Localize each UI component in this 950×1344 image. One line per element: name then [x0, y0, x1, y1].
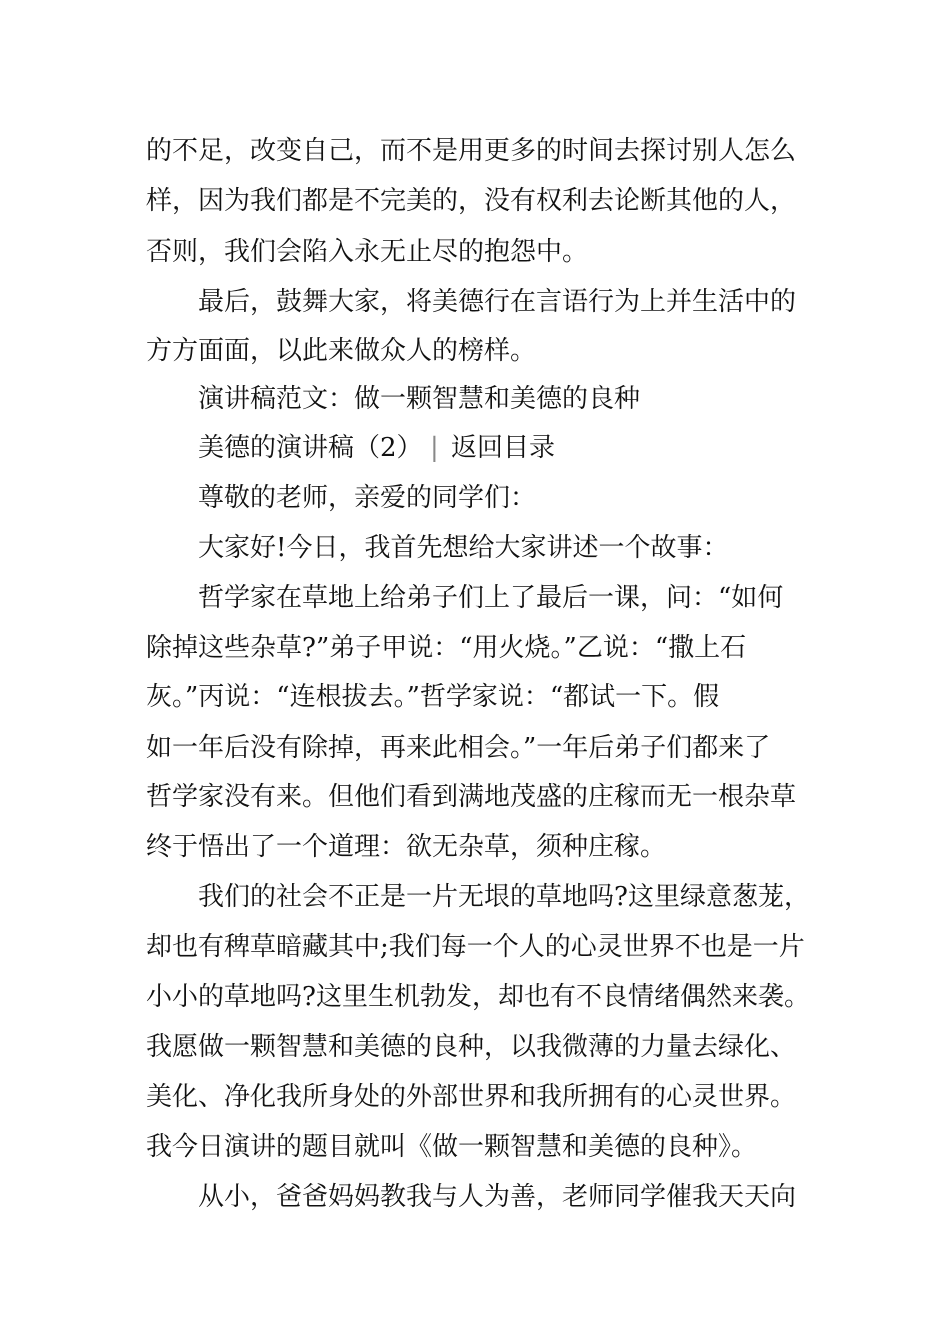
text-line: 我今日演讲的题目就叫《做一颗智慧和美德的良种》。	[146, 1132, 758, 1162]
text-line: 最后，鼓舞大家，将美德行在言语行为上并生活中的	[198, 287, 797, 317]
section-heading: 美德的演讲稿（2）	[198, 433, 423, 463]
text-line: 方方面面，以此来做众人的榜样。	[146, 336, 537, 366]
text-line: 灰。”丙说：“连根拔去。”哲学家说：“都试一下。假	[146, 682, 720, 712]
text-line: 我愿做一颗智慧和美德的良种，以我微薄的力量去绿化、	[146, 1032, 797, 1062]
text-line: 从小，爸爸妈妈教我与人为善，老师同学催我天天向	[198, 1182, 797, 1212]
text-line: 除掉这些杂草?”弟子甲说：“用火烧。”乙说：“撒上石	[146, 633, 747, 663]
text-line: 尊敬的老师，亲爱的同学们：	[198, 483, 537, 513]
text-line: 美化、净化我所身处的外部世界和我所拥有的心灵世界。	[146, 1082, 797, 1112]
link-separator: |	[430, 433, 439, 463]
text-line: 大家好!今日，我首先想给大家讲述一个故事：	[198, 533, 729, 563]
text-line: 我们的社会不正是一片无垠的草地吗?这里绿意葱茏，	[198, 882, 810, 912]
text-line: 哲学家在草地上给弟子们上了最后一课，问：“如何	[198, 583, 784, 613]
text-line: 终于悟出了一个道理：欲无杂草，须种庄稼。	[146, 832, 667, 862]
text-line: 如一年后没有除掉，再来此相会。”一年后弟子们都来了	[146, 733, 771, 763]
text-line: 哲学家没有来。但他们看到满地茂盛的庄稼而无一根杂草	[146, 782, 797, 812]
related-article-link[interactable]: 演讲稿范文：做一颗智慧和美德的良种	[198, 384, 641, 414]
back-to-contents-link[interactable]: 返回目录	[451, 433, 556, 463]
text-line: 的不足，改变自己，而不是用更多的时间去探讨别人怎么	[146, 136, 797, 166]
text-line: 否则，我们会陷入永无止尽的抱怨中。	[146, 237, 589, 267]
text-line: 样，因为我们都是不完美的，没有权利去论断其他的人，	[146, 186, 797, 216]
text-line: 小小的草地吗?这里生机勃发，却也有不良情绪偶然来袭。	[146, 982, 810, 1012]
text-line: 却也有稗草暗藏其中;我们每一个人的心灵世界不也是一片	[146, 932, 805, 962]
